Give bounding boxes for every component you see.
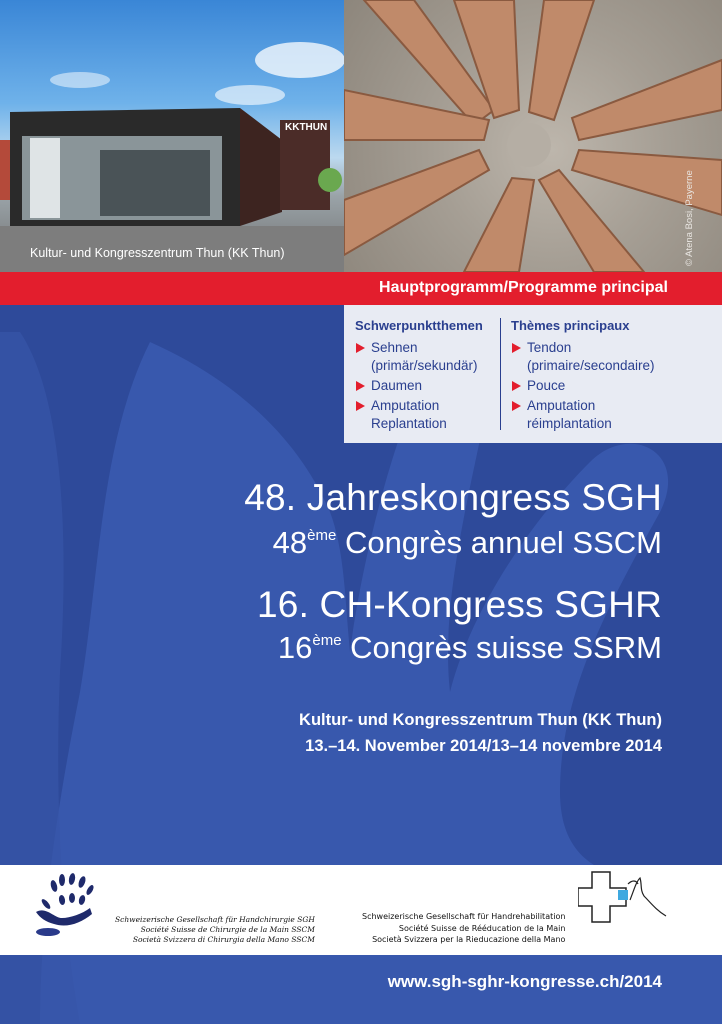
sghr-society-names — [362, 911, 565, 946]
title-sscm-text: Congrès annuel SSCM — [336, 525, 662, 560]
topics-divider — [500, 318, 501, 430]
venue-place: Kultur- und Kongresszentrum Thun (KK Thun) — [299, 711, 662, 729]
topics-box — [344, 305, 722, 443]
sghr-line-italian: Società Svizzera per la Rieducazione della Mano — [372, 935, 566, 944]
sscm-hand-logo — [32, 872, 102, 942]
title-sscm — [273, 525, 662, 561]
sscm-line-french: Société Suisse de Chirurgie de la Main SSCM — [140, 925, 315, 934]
sghr-cross-logo — [578, 870, 670, 932]
title-ssrm — [278, 630, 662, 666]
hands-photo — [344, 0, 722, 272]
building-illustration — [0, 0, 344, 272]
topic-item: Amputation réimplantation — [511, 397, 655, 433]
photo-credit: © Atena Bosi, Payerne — [684, 170, 695, 266]
topics-german — [355, 317, 483, 435]
banner-title: Hauptprogramm/Programme principal — [379, 279, 668, 296]
title-sscm-number: 48 — [272, 525, 308, 560]
topics-french — [511, 317, 655, 435]
hands-illustration — [344, 0, 722, 272]
topic-item: Sehnen (primär/sekundär) — [355, 339, 483, 375]
venue-dates: 13.–14. November 2014/13–14 novembre 2014 — [305, 737, 662, 755]
title-ssrm-text: Congrès suisse SSRM — [341, 630, 662, 665]
sscm-society-names — [115, 915, 315, 945]
building-sign: KKTHUN — [285, 122, 328, 133]
congress-website-link[interactable]: www.sgh-sghr-kongresse.ch/2014 — [387, 972, 662, 991]
sscm-line-german: Schweizerische Gesellschaft für Handchirurgie SGH — [115, 915, 315, 924]
topic-item: Pouce — [511, 377, 655, 395]
title-sscm-superscript: ème — [307, 527, 337, 544]
title-sgh: 48. Jahreskongress SGH — [244, 477, 662, 518]
photo-caption: Kultur- und Kongresszentrum Thun (KK Thun) — [30, 246, 285, 260]
title-ssrm-number: 16 — [277, 630, 313, 665]
topic-item: Daumen — [355, 377, 483, 395]
sghr-line-german: Schweizerische Gesellschaft für Handrehabilitation — [362, 912, 566, 921]
topic-item: Tendon (primaire/secondaire) — [511, 339, 655, 375]
title-ssrm-superscript: ème — [312, 632, 342, 649]
title-sghr: 16. CH-Kongress SGHR — [257, 584, 662, 625]
topic-item: Amputation Replantation — [355, 397, 483, 433]
topics-french-heading: Thèmes principaux — [511, 318, 630, 333]
sghr-line-french: Société Suisse de Rééducation de la Main — [398, 923, 566, 933]
sscm-line-italian: Società Svizzera di Chirurgia della Mano SSCM — [132, 935, 315, 944]
main-program-banner — [0, 272, 722, 305]
building-photo — [0, 0, 344, 272]
topics-german-heading: Schwerpunktthemen — [355, 318, 483, 333]
